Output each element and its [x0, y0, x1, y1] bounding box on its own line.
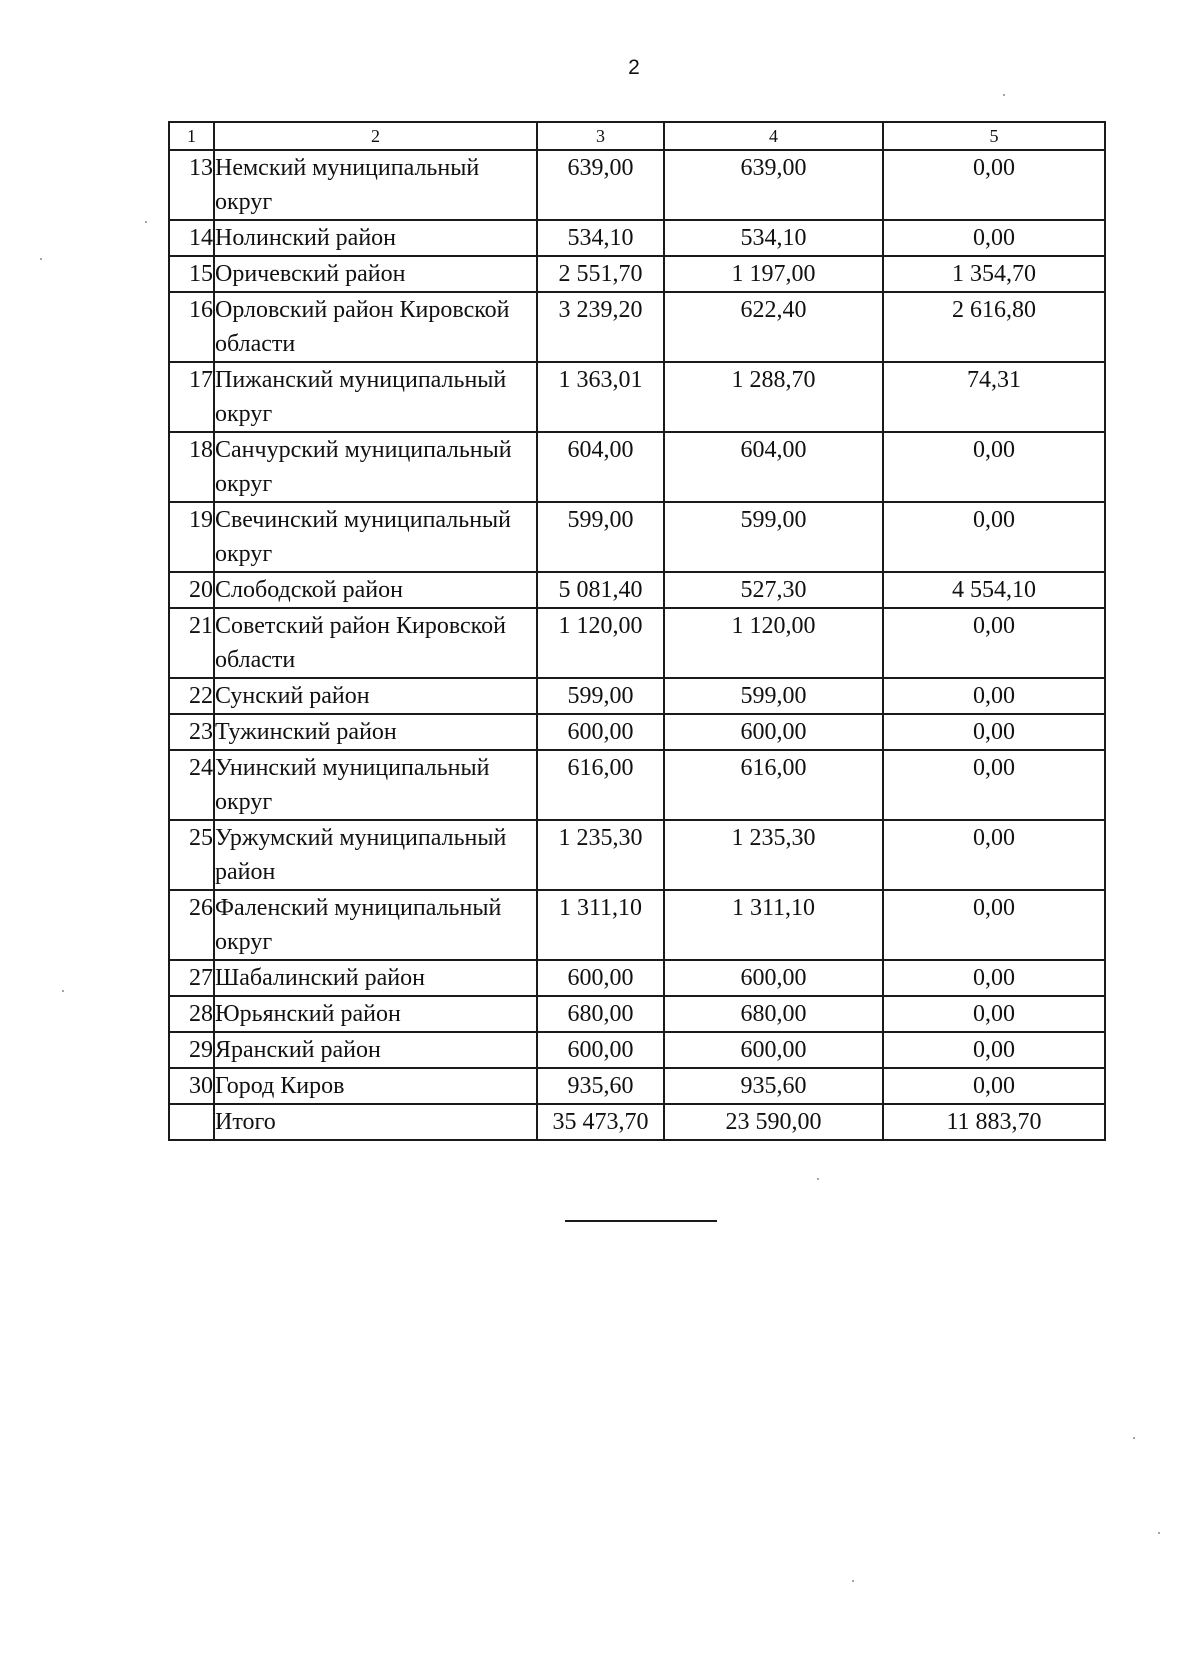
- amount-col5: 74,31: [883, 362, 1105, 432]
- amount-col5: 0,00: [883, 820, 1105, 890]
- row-number: 17: [169, 362, 214, 432]
- table-body: [169, 150, 1105, 1140]
- amount-col3: 1 235,30: [537, 820, 664, 890]
- table-row: [169, 820, 1105, 890]
- amount-col4: 639,00: [664, 150, 883, 220]
- amount-col5: 0,00: [883, 750, 1105, 820]
- table-row: [169, 1032, 1105, 1068]
- row-number: 27: [169, 960, 214, 996]
- table-row: [169, 572, 1105, 608]
- scan-speck: [1003, 94, 1005, 96]
- amount-col4: 604,00: [664, 432, 883, 502]
- district-name: Уржумский муниципальный район: [214, 820, 537, 890]
- amount-col5: 0,00: [883, 996, 1105, 1032]
- scan-speck: [40, 258, 42, 260]
- district-name: Итого: [214, 1104, 537, 1140]
- amount-col5: 2 616,80: [883, 292, 1105, 362]
- district-name: Фаленский муниципальный округ: [214, 890, 537, 960]
- column-header: 4: [664, 122, 883, 150]
- amount-col5: 0,00: [883, 890, 1105, 960]
- row-number: 16: [169, 292, 214, 362]
- amount-col4: 680,00: [664, 996, 883, 1032]
- amount-col4: 616,00: [664, 750, 883, 820]
- district-name: Орловский район Кировской области: [214, 292, 537, 362]
- district-name: Унинский муниципальный округ: [214, 750, 537, 820]
- district-name: Советский район Кировской области: [214, 608, 537, 678]
- amount-col3: 2 551,70: [537, 256, 664, 292]
- row-number: 30: [169, 1068, 214, 1104]
- column-header: 5: [883, 122, 1105, 150]
- amount-col5: 0,00: [883, 714, 1105, 750]
- district-name: Пижанский муниципальный округ: [214, 362, 537, 432]
- amount-col4: 600,00: [664, 714, 883, 750]
- scan-speck: [62, 990, 64, 992]
- row-number: 29: [169, 1032, 214, 1068]
- row-number: 23: [169, 714, 214, 750]
- amount-col4: 600,00: [664, 1032, 883, 1068]
- district-name: Оричевский район: [214, 256, 537, 292]
- amount-col4: 600,00: [664, 960, 883, 996]
- amount-col5: 11 883,70: [883, 1104, 1105, 1140]
- amount-col3: 599,00: [537, 502, 664, 572]
- amount-col3: 1 311,10: [537, 890, 664, 960]
- row-number: 26: [169, 890, 214, 960]
- scan-speck: [817, 1178, 819, 1180]
- table-row: [169, 502, 1105, 572]
- district-name: Шабалинский район: [214, 960, 537, 996]
- allocation-table: [168, 121, 1106, 1141]
- table-row: [169, 256, 1105, 292]
- row-number: 22: [169, 678, 214, 714]
- amount-col5: 0,00: [883, 608, 1105, 678]
- amount-col4: 599,00: [664, 502, 883, 572]
- scan-speck: [852, 1580, 854, 1582]
- amount-col4: 1 288,70: [664, 362, 883, 432]
- scan-speck: [1133, 1437, 1135, 1439]
- table-row: [169, 362, 1105, 432]
- row-number: 15: [169, 256, 214, 292]
- row-number: 24: [169, 750, 214, 820]
- header-row: [169, 122, 1105, 150]
- row-number: 28: [169, 996, 214, 1032]
- amount-col3: 935,60: [537, 1068, 664, 1104]
- district-name: Сунский район: [214, 678, 537, 714]
- amount-col3: 616,00: [537, 750, 664, 820]
- amount-col5: 0,00: [883, 960, 1105, 996]
- table-row: [169, 960, 1105, 996]
- page-number: 2: [628, 56, 640, 79]
- amount-col5: 1 354,70: [883, 256, 1105, 292]
- column-header: 2: [214, 122, 537, 150]
- amount-col3: 534,10: [537, 220, 664, 256]
- amount-col3: 600,00: [537, 1032, 664, 1068]
- closing-rule: [565, 1220, 717, 1222]
- amount-col5: 0,00: [883, 1032, 1105, 1068]
- row-number: [169, 1104, 214, 1140]
- amount-col4: 599,00: [664, 678, 883, 714]
- district-name: Слободской район: [214, 572, 537, 608]
- amount-col3: 600,00: [537, 714, 664, 750]
- table-row: [169, 608, 1105, 678]
- district-name: Тужинский район: [214, 714, 537, 750]
- amount-col5: 0,00: [883, 1068, 1105, 1104]
- amount-col3: 604,00: [537, 432, 664, 502]
- district-name: Санчурский муниципальный округ: [214, 432, 537, 502]
- row-number: 14: [169, 220, 214, 256]
- district-name: Юрьянский район: [214, 996, 537, 1032]
- row-number: 18: [169, 432, 214, 502]
- row-number: 13: [169, 150, 214, 220]
- amount-col3: 600,00: [537, 960, 664, 996]
- amount-col3: 599,00: [537, 678, 664, 714]
- amount-col5: 0,00: [883, 678, 1105, 714]
- amount-col3: 1 120,00: [537, 608, 664, 678]
- amount-col4: 935,60: [664, 1068, 883, 1104]
- scan-speck: [1158, 1532, 1160, 1534]
- amount-col5: 0,00: [883, 432, 1105, 502]
- table-row: [169, 432, 1105, 502]
- column-header: 1: [169, 122, 214, 150]
- amount-col5: 0,00: [883, 220, 1105, 256]
- amount-col4: 622,40: [664, 292, 883, 362]
- amount-col5: 4 554,10: [883, 572, 1105, 608]
- district-name: Город Киров: [214, 1068, 537, 1104]
- amount-col3: 680,00: [537, 996, 664, 1032]
- district-name: Нолинский район: [214, 220, 537, 256]
- amount-col4: 1 197,00: [664, 256, 883, 292]
- scan-speck: [145, 221, 147, 223]
- table-row: [169, 890, 1105, 960]
- amount-col4: 1 235,30: [664, 820, 883, 890]
- amount-col4: 1 311,10: [664, 890, 883, 960]
- total-row: [169, 1104, 1105, 1140]
- table-row: [169, 714, 1105, 750]
- table-row: [169, 750, 1105, 820]
- table-row: [169, 1068, 1105, 1104]
- amount-col4: 527,30: [664, 572, 883, 608]
- amount-col3: 5 081,40: [537, 572, 664, 608]
- row-number: 20: [169, 572, 214, 608]
- amount-col3: 35 473,70: [537, 1104, 664, 1140]
- amount-col3: 3 239,20: [537, 292, 664, 362]
- district-name: Свечинский муниципальный округ: [214, 502, 537, 572]
- amount-col3: 1 363,01: [537, 362, 664, 432]
- table-row: [169, 150, 1105, 220]
- table-row: [169, 292, 1105, 362]
- amount-col4: 1 120,00: [664, 608, 883, 678]
- table-row: [169, 996, 1105, 1032]
- amount-col3: 639,00: [537, 150, 664, 220]
- table-row: [169, 220, 1105, 256]
- table-row: [169, 678, 1105, 714]
- amount-col5: 0,00: [883, 502, 1105, 572]
- row-number: 21: [169, 608, 214, 678]
- district-name: Яранский район: [214, 1032, 537, 1068]
- district-name: Немский муниципальный округ: [214, 150, 537, 220]
- row-number: 19: [169, 502, 214, 572]
- amount-col4: 534,10: [664, 220, 883, 256]
- row-number: 25: [169, 820, 214, 890]
- amount-col4: 23 590,00: [664, 1104, 883, 1140]
- amount-col5: 0,00: [883, 150, 1105, 220]
- column-header: 3: [537, 122, 664, 150]
